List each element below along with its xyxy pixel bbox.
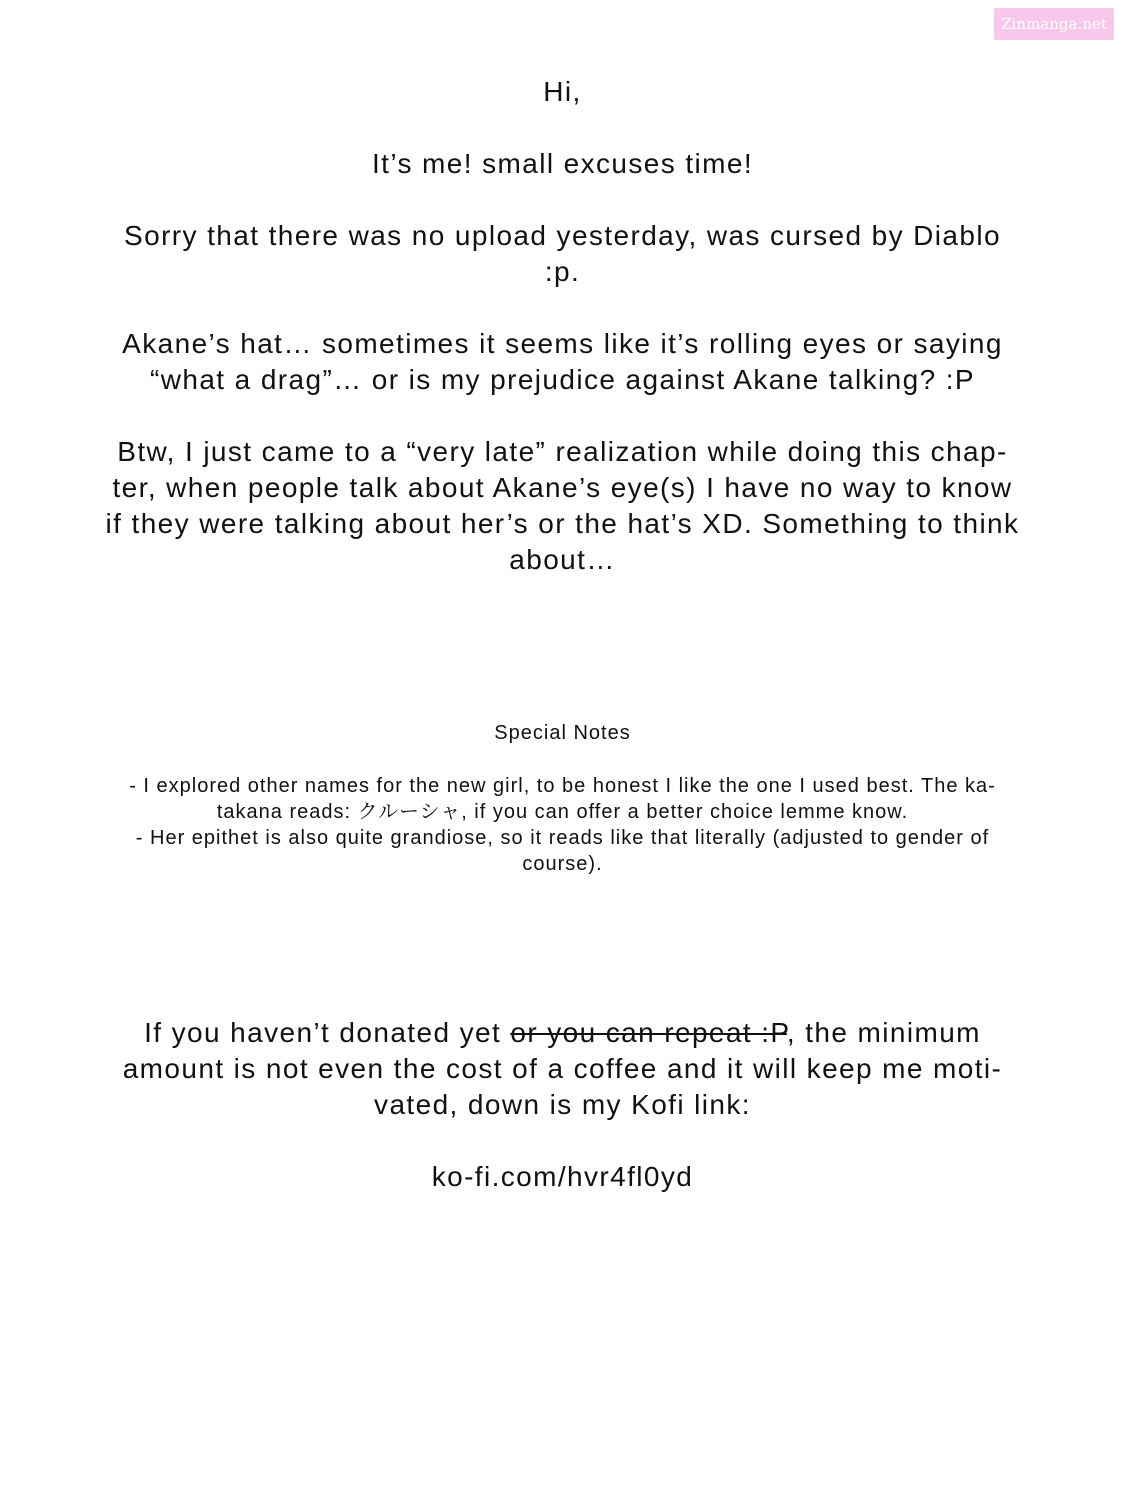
realization-paragraph	[60, 434, 1065, 578]
donation-line-1-end: , the minimum	[786, 1017, 981, 1048]
hat-line-2: “what a drag”… or is my prejudice against Akane talking? :P	[150, 364, 975, 395]
apology-line-1: Sorry that there was no upload yesterday, was cursed by Diablo	[124, 220, 1001, 251]
greeting	[60, 74, 1065, 110]
special-notes-title	[60, 720, 1065, 746]
apology-line-2: :p.	[544, 256, 581, 287]
apology-paragraph	[60, 218, 1065, 290]
donation-line-2: amount is not even the cost of a coffee and it will keep me moti-	[122, 1053, 1003, 1084]
special-note-1-line-2: takana reads: クルーシャ, if you can offer a better choice lemme know.	[216, 801, 909, 823]
donation-line-1-start: If you haven’t donated yet	[144, 1017, 511, 1048]
hat-paragraph	[60, 326, 1065, 398]
special-note-2	[60, 825, 1065, 877]
realization-line-4: about…	[509, 544, 616, 575]
special-notes-title-text: Special Notes	[494, 722, 631, 744]
special-note-2-line-2: course).	[522, 853, 603, 875]
special-note-1-line-1: - I explored other names for the new girl, to be honest I like the one I used best. The ka-	[129, 775, 996, 797]
kofi-paragraph	[60, 1159, 1065, 1195]
special-note-2-line-1: - Her epithet is also quite grandiose, so it reads like that literally (adjusted to gender of	[135, 827, 990, 849]
intro-paragraph	[60, 146, 1065, 182]
site-watermark: Zinmanga.net	[994, 8, 1114, 40]
realization-line-1: Btw, I just came to a “very late” realization while doing this chap-	[117, 436, 1008, 467]
donation-line-3: vated, down is my Kofi link:	[374, 1089, 751, 1120]
kofi-link: ko-fi.com/hvr4fl0yd	[431, 1161, 694, 1192]
special-note-1	[60, 773, 1065, 825]
hat-line-1: Akane’s hat… sometimes it seems like it’s rolling eyes or saying	[122, 328, 1003, 359]
donation-paragraph	[60, 1015, 1065, 1123]
realization-line-3: if they were talking about her’s or the hat’s XD. Something to think	[105, 508, 1020, 539]
intro-text: It’s me! small excuses time!	[372, 148, 753, 179]
donation-struck-text: or you can repeat :P	[510, 1017, 787, 1048]
realization-line-2: ter, when people talk about Akane’s eye(s) I have no way to know	[112, 472, 1013, 503]
greeting-text: Hi,	[543, 76, 582, 107]
